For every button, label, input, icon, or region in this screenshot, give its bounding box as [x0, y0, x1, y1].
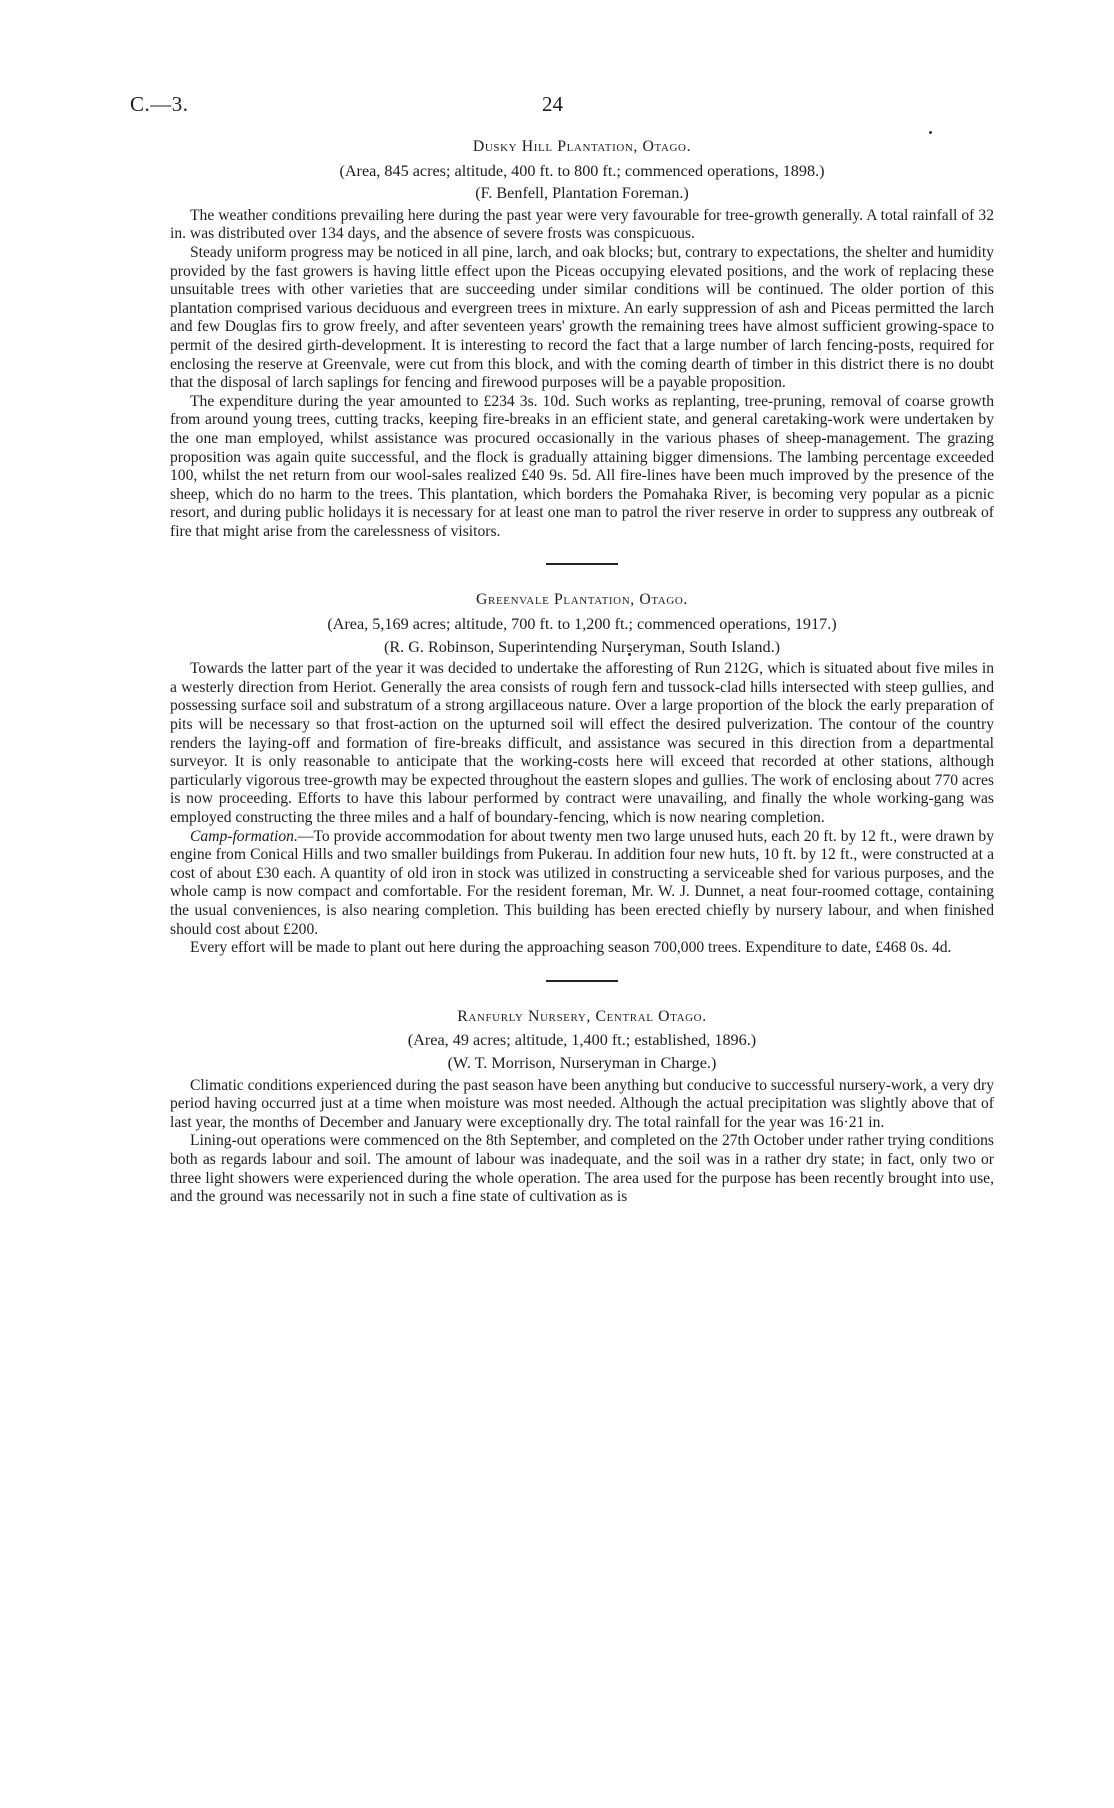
section-officer: (R. G. Robinson, Superintending Nurseryman, South Island.)	[383, 637, 781, 656]
section-divider	[546, 563, 618, 565]
paragraph: Steady uniform progress may be noticed in all pine, larch, and oak blocks; but, contrary to expectations, the shelter and humidity provided by the fast growers is having little effect upon the Piceas occupying elevated positions, and the work of replacing these unsuitable trees with other varieties that are succeeding under similar conditions will be continued. The older portion of this plantation comprised various deciduous and evergreen trees in mixture. An early suppression of ash and Piceas permitted the larch and few Douglas firs to grow freely, and after seventeen years' growth the remaining trees have almost sufficient growing-space to permit of the desired girth-development. It is interesting to record the fact that a large number of larch fencing-posts, required for enclosing the reserve at Greenvale, were cut from this block, and with the coming dearth of timber in this district there is no doubt that the disposal of larch saplings for fencing and firewood purposes will be a payable proposition.	[170, 243, 994, 392]
page-number: 24	[542, 92, 563, 116]
section-details: (Area, 845 acres; altitude, 400 ft. to 800 ft.; commenced operations, 1898.)	[339, 161, 825, 180]
document-reference: C.—3.	[130, 92, 189, 116]
section-greenvale	[170, 591, 994, 957]
paragraph: The weather conditions prevailing here during the past year were very favourable for tree-growth generally. A total rainfall of 32 in. was distributed over 134 days, and the absence of severe frosts was conspicuous.	[170, 206, 994, 243]
paragraph-camp-formation	[170, 828, 994, 940]
paragraph: The expenditure during the year amounted to £234 3s. 10d. Such works as replanting, tree-pruning, removal of coarse growth from around young trees, cutting tracks, keeping fire-breaks in an efficient state, and general caretaking-work were undertaken by the one man employed, whilst assistance was procured occasionally in the various phases of sheep-management. The grazing proposition was again quite successful, and the flock is gradually attaining bigger dimensions. The lambing percentage exceeded 100, whilst the net return from our wool-sales realized £40 9s. 5d. All fire-lines have been much improved by the presence of the sheep, which do no harm to the trees. This plantation, which borders the Pomahaka River, is becoming very popular as a picnic resort, and during public holidays it is necessary for at least one man to patrol the river reserve in order to suppress any outbreak of fire that might arise from the carelessness of visitors.	[170, 392, 994, 540]
page-body	[170, 138, 994, 1207]
camp-formation-text: —To provide accommodation for about twenty men two large unused huts, each 20 ft. by 12 ft., were drawn by engine from Conical Hills and two smaller buildings from Pukerau. In addition four new huts, 10 ft. by 12 ft., were constructed at a cost of about £30 each. A quantity of old iron in stock was utilized in constructing a serviceable shed for various purposes, and the whole camp is now compact and comfortable. For the resident foreman, Mr. W. J. Dunnet, a neat four-roomed cottage, containing the usual conveniences, is also nearing completion. This building has been erected chiefly by nursery labour, and when finished should cost about £200.	[170, 827, 994, 938]
section-officer: (F. Benfell, Plantation Foreman.)	[475, 184, 689, 203]
section-officer: (W. T. Morrison, Nurseryman in Charge.)	[447, 1053, 717, 1072]
paragraph: Climatic conditions experienced during the past season have been anything but conducive to successful nursery-work, a very dry period having occurred just at a time when moisture was most needed. Although the actual precipitation was slightly above that of last year, the months of December and January were exceptionally dry. The total rainfall for the year was 16·21 in.	[170, 1076, 994, 1131]
paragraph: Lining-out operations were commenced on the 8th September, and completed on the 27th October under rather trying conditions both as regards labour and soil. The amount of labour was inadequate, and the soil was in a rather dry state; in fact, only two or three light showers were experienced during the whole operation. The area used for the purpose has been recently brought into use, and the ground was necessarily not in such a fine state of cultivation as is	[170, 1132, 994, 1206]
paragraph: Towards the latter part of the year it was decided to undertake the afforesting of Run 212G, which is situated about five miles in a westerly direction from Heriot. Generally the area consists of rough fern and tussock-clad hills intersected with steep gullies, and possessing surface soil and substratum of a strong argillaceous nature. Over a large proportion of the block the early preparation of pits will be necessary so that frost-action on the upturned soil will effect the desired pulverization. The contour of the country renders the laying-off and formation of fire-breaks difficult, and assistance was secured in this direction from a departmental surveyor. It is only reasonable to anticipate that the working-costs here will exceed that recorded at other stations, although particularly vigorous tree-growth may be expected throughout the eastern slopes and gullies. The work of enclosing about 770 acres is now proceeding. Efforts to have this labour performed by contract were unavailing, and finally the whole working-gang was employed constructing the three miles and a half of boundary-fencing, which is now nearing completion.	[170, 660, 994, 826]
page-header	[0, 92, 1114, 122]
section-details: (Area, 5,169 acres; altitude, 700 ft. to 1,200 ft.; commenced operations, 1917.)	[327, 615, 837, 634]
section-title: Greenvale Plantation, Otago.	[476, 591, 688, 609]
section-ranfurly	[170, 1008, 994, 1207]
section-title: Ranfurly Nursery, Central Otago.	[457, 1007, 707, 1025]
section-dusky-hill	[170, 138, 994, 541]
section-divider	[546, 980, 618, 982]
paragraph: Every effort will be made to plant out here during the approaching season 700,000 trees. Expenditure to date, £468 0s. 4d.	[190, 939, 952, 957]
section-title: Dusky Hill Plantation, Otago.	[472, 138, 692, 155]
section-details: (Area, 49 acres; altitude, 1,400 ft.; established, 1896.)	[407, 1031, 757, 1050]
camp-formation-heading: Camp-formation.	[190, 827, 298, 845]
print-speck	[929, 131, 932, 134]
